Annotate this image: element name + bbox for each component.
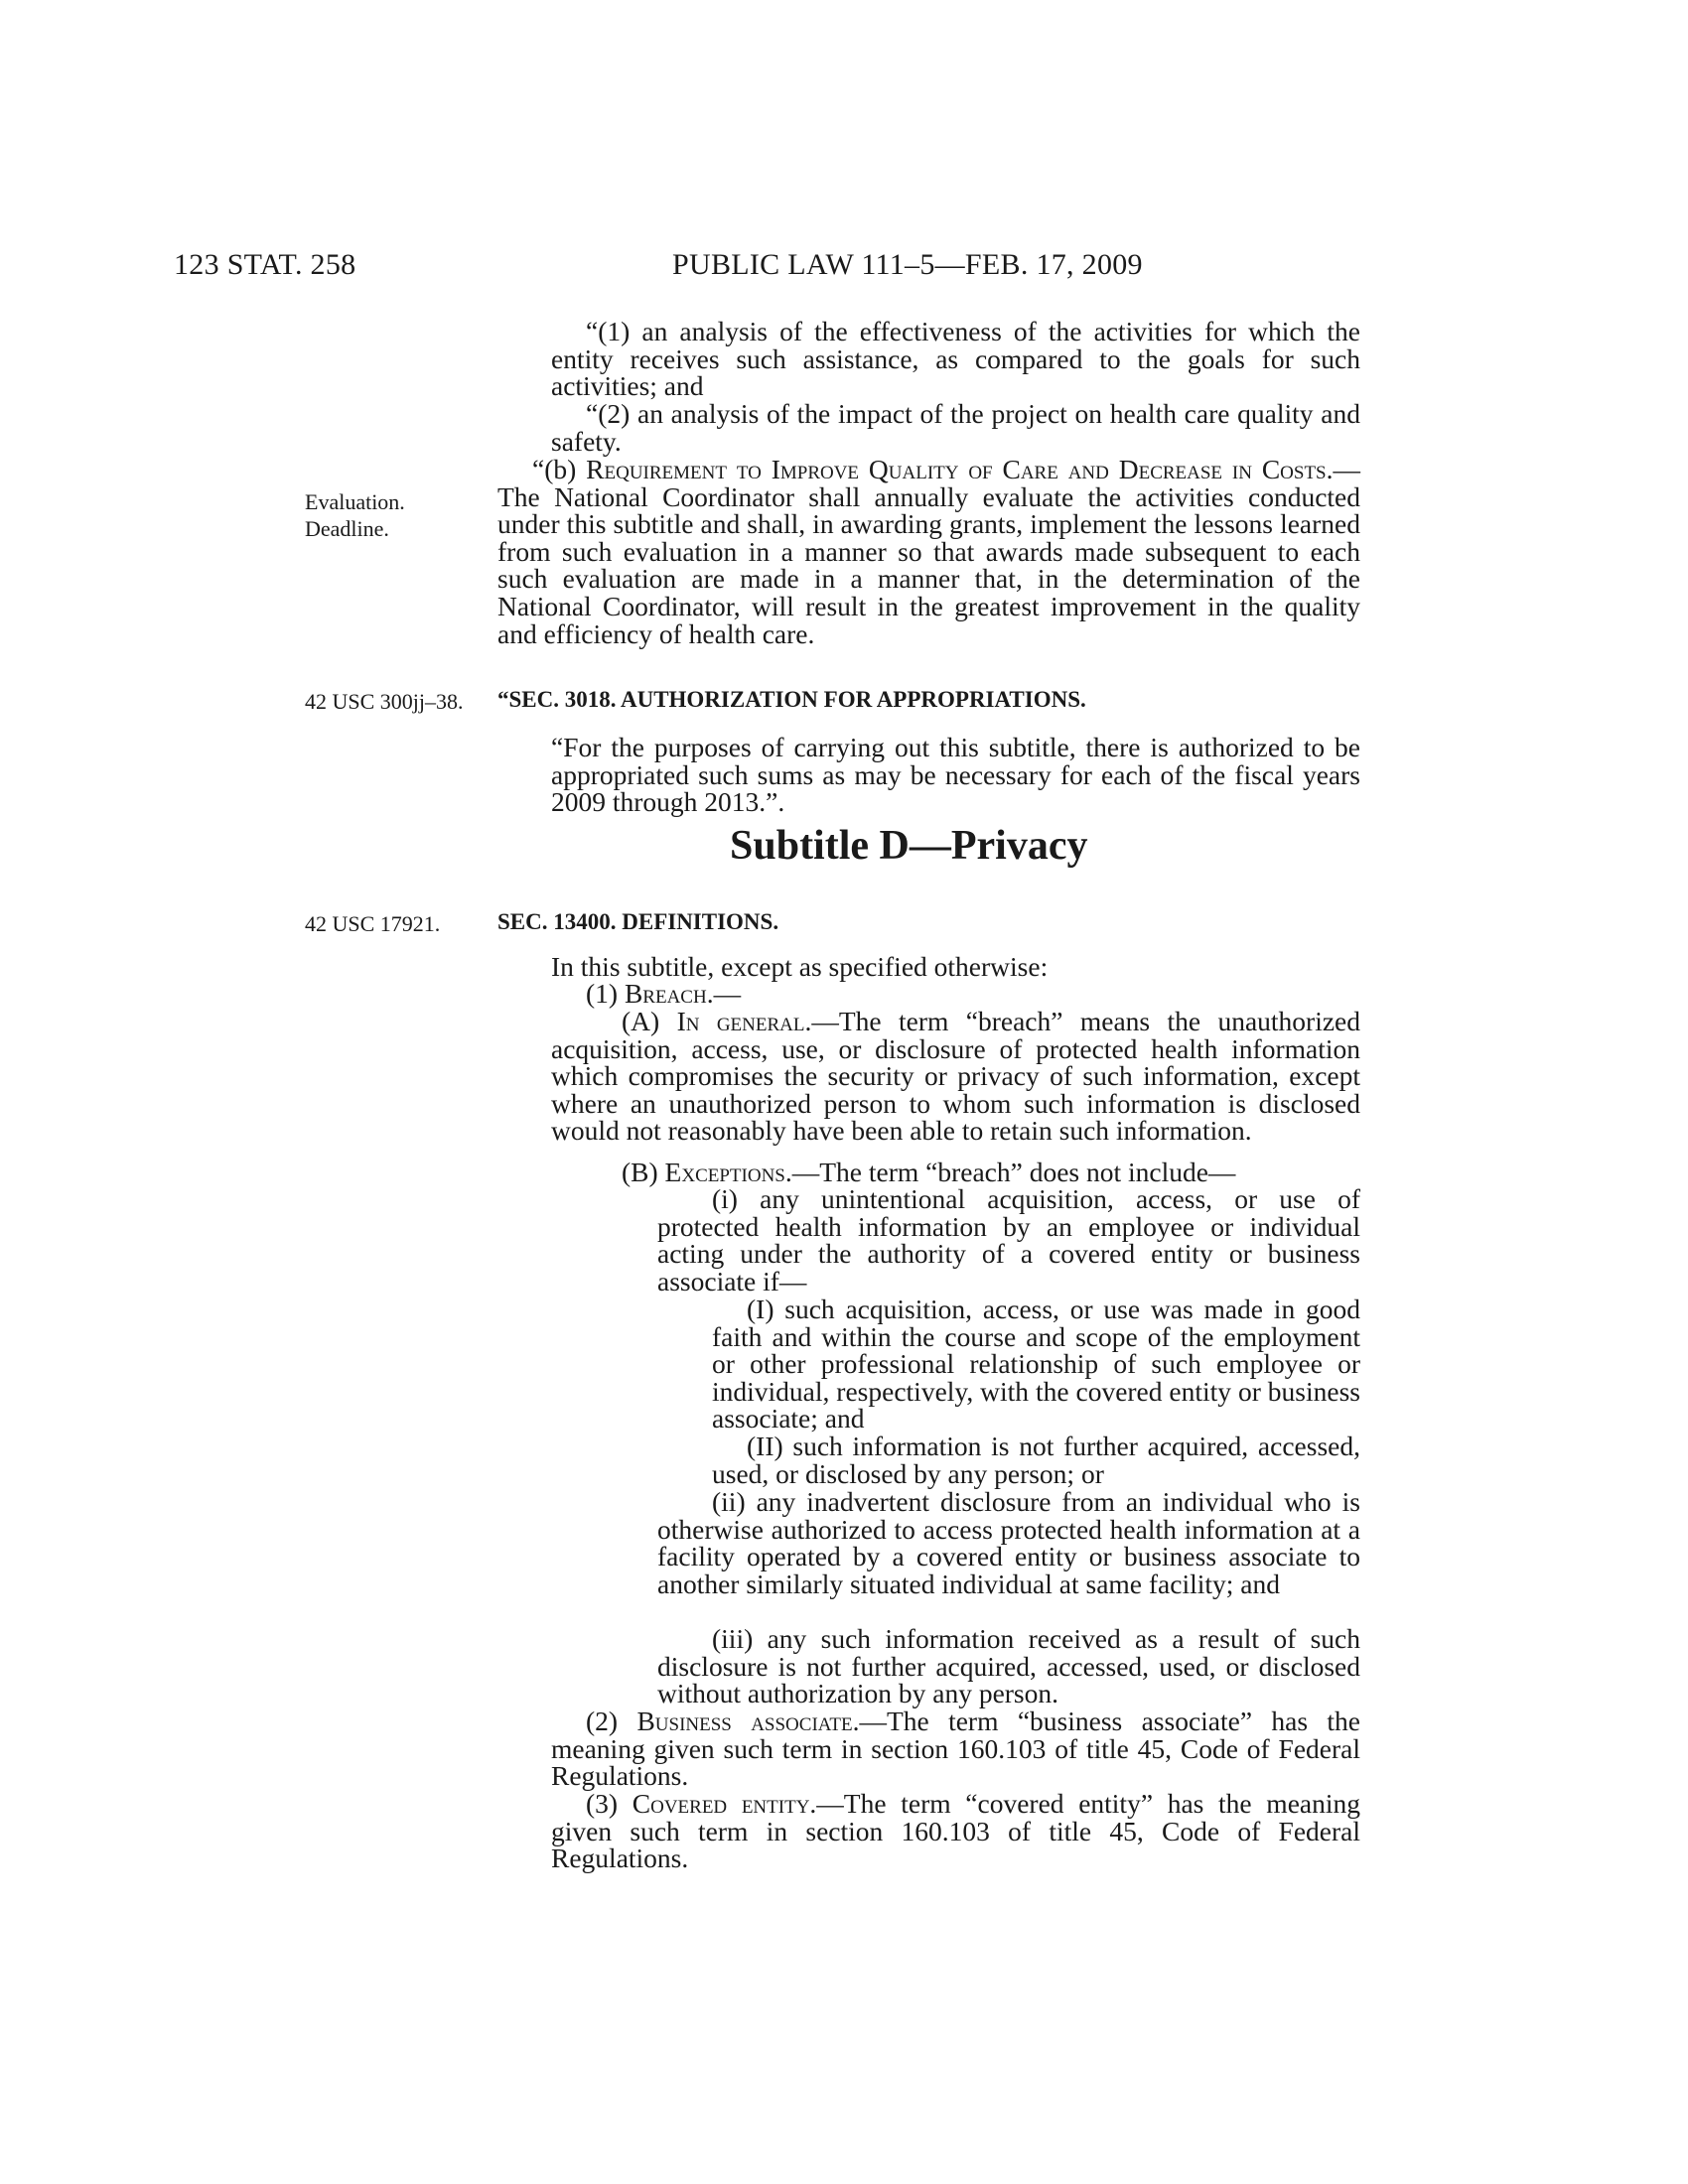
exception-iii-text: (iii) any such information received as a result of such disclosure is not further acquired, accessed, used, or disclosed without authorization by any person. bbox=[657, 1623, 1360, 1709]
definition-2-paragraph bbox=[551, 1707, 1360, 1790]
definition-1a bbox=[551, 1008, 1360, 1145]
definition-2-title: Business associate bbox=[636, 1706, 853, 1736]
definition-1b-lead: (B) bbox=[622, 1157, 658, 1187]
definition-2-text: .—The term “business associate” has the meaning given such term in section 160.103 of title 45, Code of Federal Regulations. bbox=[551, 1706, 1360, 1792]
definition-1b-text: .—The term “breach” does not include— bbox=[784, 1157, 1236, 1187]
definition-1-lead: (1) bbox=[586, 978, 619, 1009]
subsection-b bbox=[497, 456, 1360, 647]
margin-note-evaluation-label: Evaluation. bbox=[305, 489, 405, 514]
definition-1b-paragraph bbox=[586, 1159, 1360, 1186]
definition-3 bbox=[551, 1790, 1360, 1872]
margin-note-deadline-label: Deadline. bbox=[305, 516, 389, 541]
exception-i bbox=[657, 1185, 1360, 1295]
exception-iii bbox=[657, 1625, 1360, 1707]
margin-note-usc-3018: 42 USC 300jj–38. bbox=[305, 689, 464, 714]
exception-i-text: (i) any unintentional acquisition, access, or use of protected health information by an employee or individual acting under the authority of a covered entity or business associate if— bbox=[657, 1183, 1360, 1297]
exception-ii-text: (ii) any inadvertent disclosure from an individual who is otherwise authorized to access protected health information at a facility operated by a covered entity or business associate to another similarly situated individual at same facility; and bbox=[657, 1486, 1360, 1599]
definition-1-heading bbox=[586, 980, 1360, 1008]
exception-i-II-text: (II) such information is not further acquired, accessed, used, or disclosed by any person; or bbox=[712, 1431, 1360, 1489]
definition-1a-paragraph bbox=[551, 1008, 1360, 1145]
definition-2 bbox=[551, 1707, 1360, 1790]
definition-1b bbox=[586, 1159, 1360, 1186]
definition-3-paragraph bbox=[551, 1790, 1360, 1872]
margin-note-evaluation bbox=[305, 488, 405, 542]
sec-13400-intro-text: In this subtitle, except as specified otherwise: bbox=[551, 951, 1049, 982]
exception-i-II bbox=[712, 1433, 1360, 1487]
paragraph-item-1 bbox=[551, 318, 1360, 400]
definition-1-title: Breach bbox=[624, 978, 707, 1009]
stat-page-number: 123 STAT. 258 bbox=[174, 248, 356, 281]
margin-note-usc-13400: 42 USC 17921. bbox=[305, 911, 441, 936]
sec-13400-intro bbox=[551, 953, 1360, 981]
subsection-b-heading: Requirement to Improve Quality of Care and Decrease in Costs bbox=[586, 454, 1327, 484]
item-2-text: “(2) an analysis of the impact of the project on health care quality and safety. bbox=[551, 398, 1360, 457]
item-1-text: “(1) an analysis of the effectiveness of the activities for which the entity receives such assistance, as compared to the goals for such activities; and bbox=[551, 316, 1360, 402]
definition-1-tail: .— bbox=[706, 978, 742, 1009]
definition-1a-title: In general bbox=[676, 1006, 805, 1036]
subsection-b-lead: “(b) bbox=[532, 454, 577, 484]
law-title-header: PUBLIC LAW 111–5—FEB. 17, 2009 bbox=[672, 248, 1143, 281]
exception-ii bbox=[657, 1488, 1360, 1597]
paragraph-item-2 bbox=[551, 400, 1360, 455]
definition-3-title: Covered entity bbox=[632, 1788, 810, 1819]
exception-i-I bbox=[712, 1296, 1360, 1433]
sec-3018-heading: “SEC. 3018. AUTHORIZATION FOR APPROPRIATIONS. bbox=[497, 687, 1086, 712]
subtitle-heading: Subtitle D—Privacy bbox=[730, 823, 1088, 869]
definition-1b-title: Exceptions bbox=[664, 1157, 785, 1187]
definition-1a-lead: (A) bbox=[622, 1006, 660, 1036]
exception-i-I-text: (I) such acquisition, access, or use was made in good faith and within the course and scope of the employment or other professional relationship of such employee or individual, respectively, with the covered entity or business associate; and bbox=[712, 1294, 1360, 1434]
definition-1a-text: .—The term “breach” means the unauthorized acquisition, access, use, or disclosure of protected health information which compromises the security or privacy of such information, except where an unauthorized person to whom such information is disclosed would not reasonably have been able to retain such information. bbox=[551, 1006, 1361, 1147]
definition-2-lead: (2) bbox=[586, 1706, 619, 1736]
sec-13400-heading: SEC. 13400. DEFINITIONS. bbox=[497, 909, 779, 934]
definition-3-lead: (3) bbox=[586, 1788, 619, 1819]
sec-3018-body bbox=[551, 734, 1360, 816]
definition-1-line bbox=[586, 980, 1360, 1008]
sec-3018-text: “For the purposes of carrying out this subtitle, there is authorized to be appropriated such sums as may be necessary for each of the fiscal years 2009 through 2013.”. bbox=[551, 732, 1360, 818]
definition-3-text: .—The term “covered entity” has the meaning given such term in section 160.103 of title 45, Code of Federal Regulations. bbox=[551, 1788, 1360, 1874]
subsection-b-paragraph bbox=[497, 456, 1360, 647]
subsection-b-text: .—The National Coordinator shall annually evaluate the activities conducted under this subtitle and shall, in awarding grants, implement the lessons learned from such evaluation in a manner so that awards made subsequent to each such evaluation are made in a manner that, in the determination of the National Coordinator, will result in the greatest improvement in the quality and efficiency of health care. bbox=[497, 454, 1361, 649]
